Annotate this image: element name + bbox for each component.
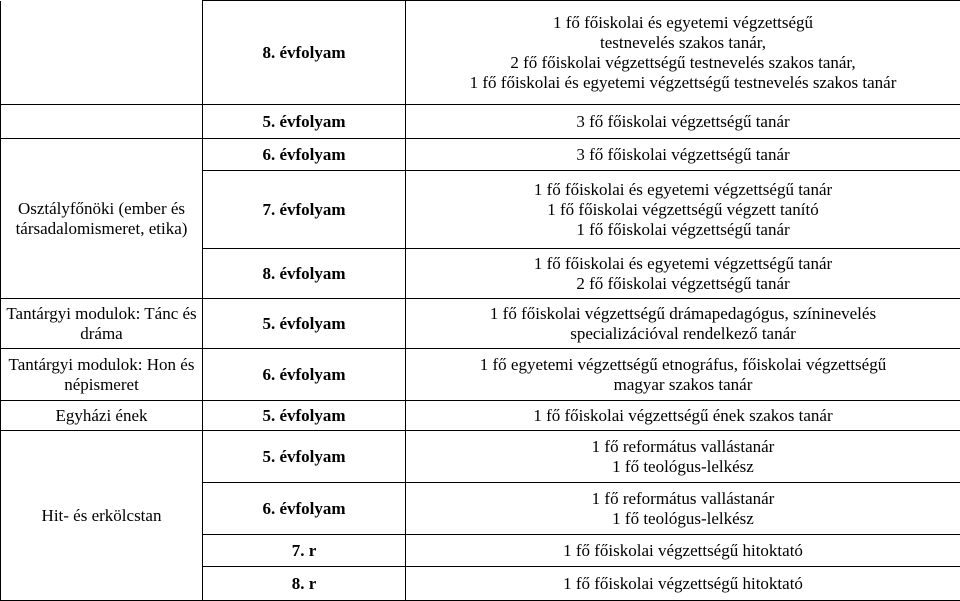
subject-cell: Egyházi ének bbox=[1, 401, 203, 431]
grade-cell: 5. évfolyam bbox=[203, 431, 406, 483]
grade-cell: 6. évfolyam bbox=[203, 349, 406, 401]
teacher-cell bbox=[406, 535, 960, 567]
teacher-line: 3 fő főiskolai végzettségű tanár bbox=[410, 112, 956, 132]
teacher-line: 1 fő főiskolai végzettségű végzett tanító bbox=[410, 200, 956, 220]
table-row bbox=[1, 1, 960, 105]
teacher-cell bbox=[406, 401, 960, 431]
teacher-line: 1 fő főiskolai végzettségű hitoktató bbox=[410, 574, 956, 594]
teacher-line: 2 fő főiskolai végzettségű tanár bbox=[410, 274, 956, 294]
teacher-line: testnevelés szakos tanár, bbox=[410, 33, 956, 53]
teacher-line: 1 fő református vallástanár bbox=[410, 437, 956, 457]
grade-cell: 8. évfolyam bbox=[203, 249, 406, 299]
grade-cell: 7. évfolyam bbox=[203, 171, 406, 249]
teacher-line: 1 fő főiskolai végzettségű tanár bbox=[410, 220, 956, 240]
table-row bbox=[1, 349, 960, 401]
teacher-cell bbox=[406, 483, 960, 535]
teacher-line: 1 fő teológus-lelkész bbox=[410, 509, 956, 529]
table-row bbox=[1, 139, 960, 171]
subject-cell-empty bbox=[1, 105, 203, 139]
teacher-line: 1 fő egyetemi végzettségű etnográfus, főiskolai végzettségű bbox=[410, 355, 956, 375]
teacher-line: 1 fő főiskolai végzettségű hitoktató bbox=[410, 541, 956, 561]
subject-cell-empty bbox=[1, 1, 203, 105]
grade-cell: 5. évfolyam bbox=[203, 401, 406, 431]
teacher-line: 1 fő teológus-lelkész bbox=[410, 457, 956, 477]
grade-cell: 8. évfolyam bbox=[203, 1, 406, 105]
subject-cell: Tantárgyi modulok: Tánc és dráma bbox=[1, 299, 203, 349]
teacher-line: 1 fő főiskolai és egyetemi végzettségű testnevelés szakos tanár bbox=[410, 73, 956, 93]
teacher-line: 1 fő főiskolai és egyetemi végzettségű tanár bbox=[410, 180, 956, 200]
subject-cell: Tantárgyi modulok: Hon és népismeret bbox=[1, 349, 203, 401]
teacher-line: 1 fő főiskolai és egyetemi végzettségű tanár bbox=[410, 254, 956, 274]
grade-cell: 8. r bbox=[203, 567, 406, 601]
teacher-line: 2 fő főiskolai végzettségű testnevelés szakos tanár, bbox=[410, 53, 956, 73]
teacher-cell bbox=[406, 567, 960, 601]
subject-cell: Hit- és erkölcstan bbox=[1, 431, 203, 601]
grade-cell: 7. r bbox=[203, 535, 406, 567]
table-row bbox=[1, 401, 960, 431]
teacher-cell bbox=[406, 431, 960, 483]
teacher-line: 1 fő főiskolai végzettségű drámapedagógus, színinevelés bbox=[410, 304, 956, 324]
teacher-line: specializációval rendelkező tanár bbox=[410, 324, 956, 344]
grade-cell: 5. évfolyam bbox=[203, 105, 406, 139]
teacher-line: 1 fő főiskolai és egyetemi végzettségű bbox=[410, 13, 956, 33]
teacher-line: magyar szakos tanár bbox=[410, 375, 956, 395]
teacher-cell bbox=[406, 139, 960, 171]
teacher-cell bbox=[406, 105, 960, 139]
teacher-cell bbox=[406, 171, 960, 249]
teacher-cell bbox=[406, 1, 960, 105]
subject-cell: Osztályfőnöki (ember és társadalomismeret, etika) bbox=[1, 139, 203, 299]
grade-cell: 6. évfolyam bbox=[203, 483, 406, 535]
teacher-line: 1 fő főiskolai végzettségű ének szakos tanár bbox=[410, 406, 956, 426]
table-row bbox=[1, 431, 960, 483]
teacher-cell bbox=[406, 349, 960, 401]
grade-cell: 6. évfolyam bbox=[203, 139, 406, 171]
table-row bbox=[1, 299, 960, 349]
table-row bbox=[1, 105, 960, 139]
teacher-line: 1 fő református vallástanár bbox=[410, 489, 956, 509]
grade-cell: 5. évfolyam bbox=[203, 299, 406, 349]
teacher-line: 3 fő főiskolai végzettségű tanár bbox=[410, 145, 956, 165]
teacher-cell bbox=[406, 299, 960, 349]
teacher-cell bbox=[406, 249, 960, 299]
